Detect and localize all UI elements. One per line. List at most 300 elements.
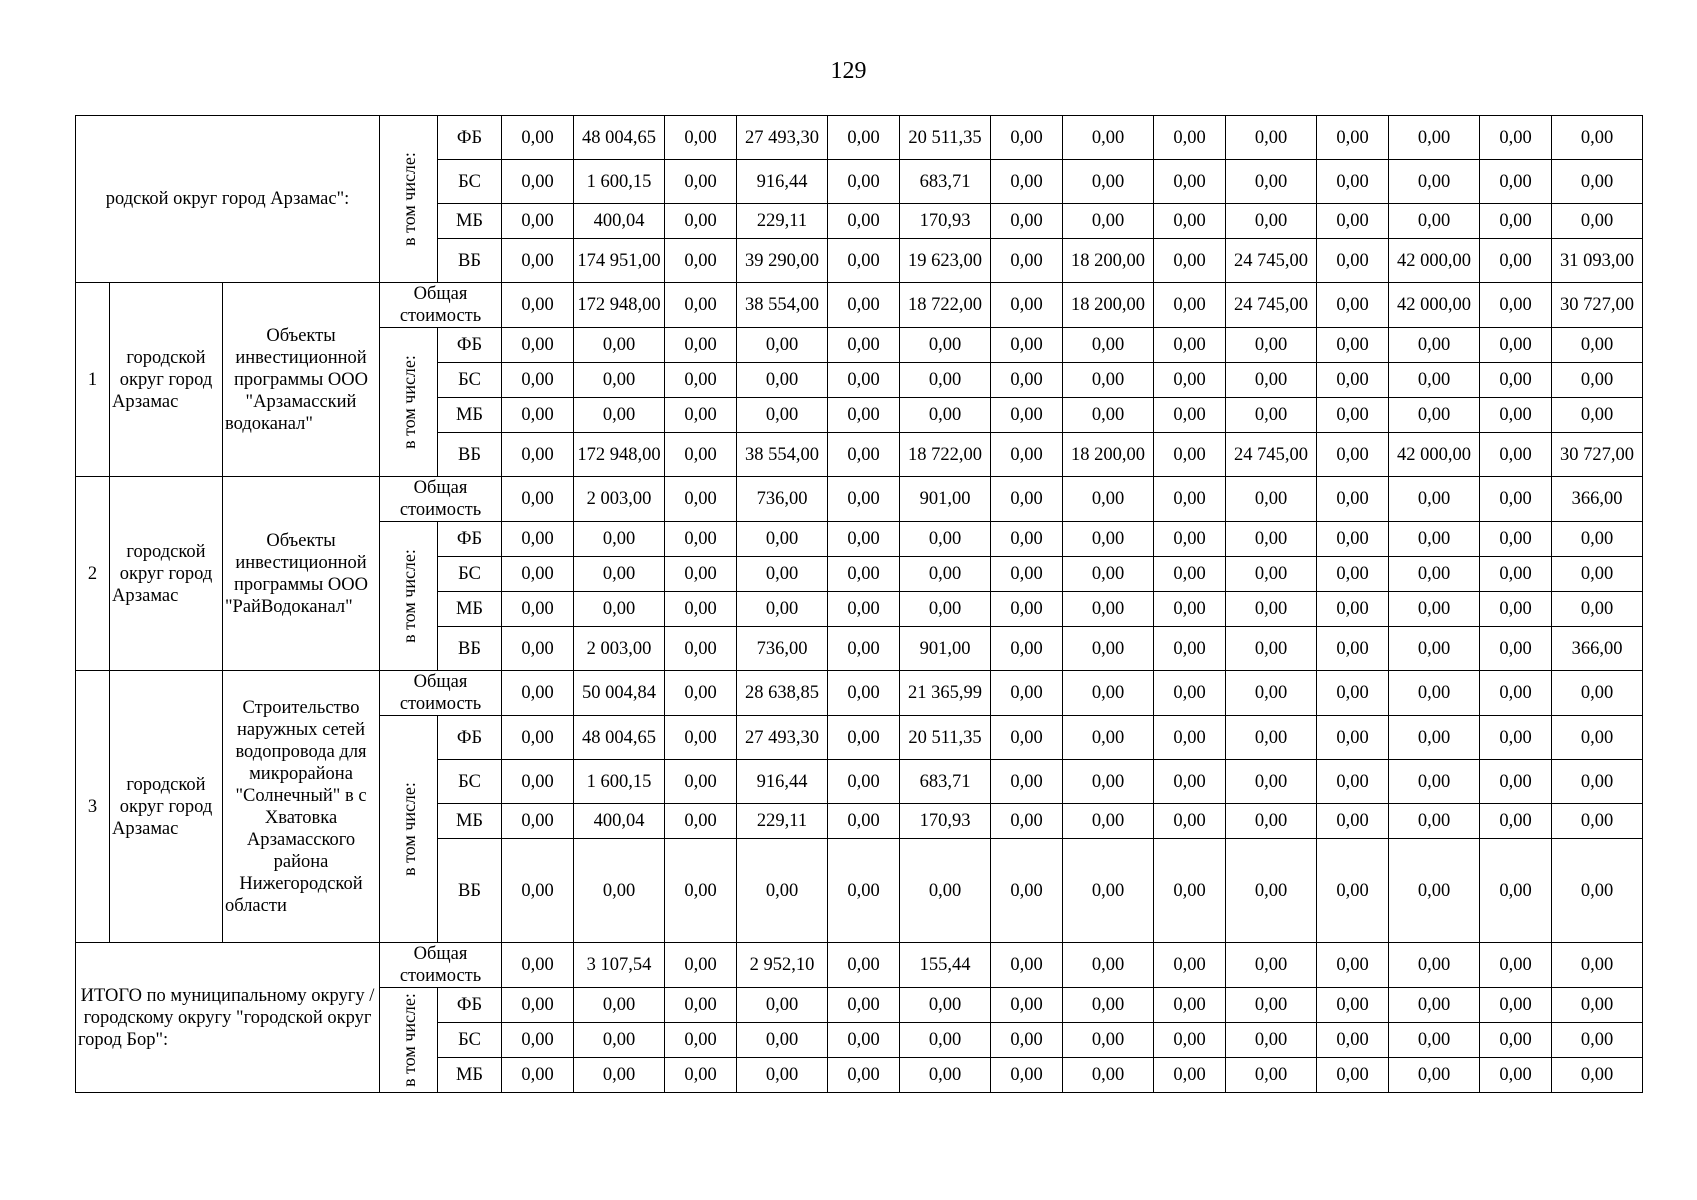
- value-cell: 0,00: [900, 522, 991, 557]
- value-cell: 0,00: [574, 592, 665, 627]
- value-cell: 0,00: [665, 760, 737, 804]
- value-cell: 0,00: [991, 433, 1063, 477]
- value-cell: 0,00: [900, 1058, 991, 1093]
- value-cell: 0,00: [900, 592, 991, 627]
- value-cell: 0,00: [828, 804, 900, 839]
- value-cell: 0,00: [1317, 116, 1389, 160]
- value-cell: 0,00: [574, 1058, 665, 1093]
- value-cell: 0,00: [1480, 160, 1552, 204]
- value-cell: 901,00: [900, 477, 991, 522]
- value-cell: 0,00: [991, 592, 1063, 627]
- value-cell: 0,00: [828, 160, 900, 204]
- value-cell: 0,00: [1480, 557, 1552, 592]
- value-cell: 0,00: [1389, 116, 1480, 160]
- value-cell: 0,00: [502, 988, 574, 1023]
- value-cell: 0,00: [991, 627, 1063, 671]
- value-cell: 0,00: [828, 760, 900, 804]
- value-cell: 0,00: [828, 363, 900, 398]
- value-cell: 0,00: [1317, 760, 1389, 804]
- value-cell: 0,00: [1389, 160, 1480, 204]
- value-cell: 0,00: [828, 839, 900, 943]
- value-cell: 0,00: [1154, 1058, 1226, 1093]
- value-cell: 24 745,00: [1226, 283, 1317, 328]
- value-cell: 0,00: [665, 988, 737, 1023]
- value-cell: 0,00: [828, 1023, 900, 1058]
- value-cell: 0,00: [1480, 592, 1552, 627]
- value-cell: 683,71: [900, 760, 991, 804]
- value-cell: 2 003,00: [574, 477, 665, 522]
- value-cell: 736,00: [737, 477, 828, 522]
- value-cell: 0,00: [828, 328, 900, 363]
- value-cell: 174 951,00: [574, 239, 665, 283]
- value-cell: 0,00: [1226, 627, 1317, 671]
- value-cell: 0,00: [991, 716, 1063, 760]
- value-cell: 0,00: [900, 328, 991, 363]
- value-cell: 19 623,00: [900, 239, 991, 283]
- value-cell: 0,00: [665, 328, 737, 363]
- value-cell: 38 554,00: [737, 433, 828, 477]
- value-cell: 0,00: [1154, 839, 1226, 943]
- fund-code: МБ: [438, 204, 502, 239]
- value-cell: 0,00: [1063, 160, 1154, 204]
- fund-code: МБ: [438, 592, 502, 627]
- value-cell: 0,00: [900, 363, 991, 398]
- value-cell: 0,00: [737, 328, 828, 363]
- table-row: [76, 116, 1643, 160]
- value-cell: 0,00: [502, 477, 574, 522]
- value-cell: 0,00: [574, 1023, 665, 1058]
- value-cell: 0,00: [991, 943, 1063, 988]
- value-cell: 0,00: [991, 239, 1063, 283]
- value-cell: 0,00: [991, 363, 1063, 398]
- value-cell: 0,00: [502, 116, 574, 160]
- value-cell: 0,00: [1480, 839, 1552, 943]
- value-cell: 0,00: [1226, 477, 1317, 522]
- value-cell: 0,00: [1480, 328, 1552, 363]
- value-cell: 0,00: [900, 557, 991, 592]
- value-cell: 0,00: [1154, 204, 1226, 239]
- value-cell: 0,00: [1552, 1058, 1643, 1093]
- value-cell: 0,00: [737, 1023, 828, 1058]
- value-cell: 0,00: [1317, 283, 1389, 328]
- value-cell: 0,00: [1552, 839, 1643, 943]
- value-cell: 42 000,00: [1389, 239, 1480, 283]
- value-cell: 0,00: [1226, 1058, 1317, 1093]
- general-cost-label: Общая стоимость: [380, 477, 502, 522]
- value-cell: 0,00: [1154, 398, 1226, 433]
- value-cell: 0,00: [1226, 204, 1317, 239]
- value-cell: 50 004,84: [574, 671, 665, 716]
- value-cell: 0,00: [1389, 716, 1480, 760]
- value-cell: 0,00: [1317, 160, 1389, 204]
- value-cell: 0,00: [502, 328, 574, 363]
- table-row: [76, 477, 1643, 522]
- value-cell: 0,00: [1226, 943, 1317, 988]
- value-cell: 0,00: [1154, 283, 1226, 328]
- municipality-label: городской округ город Арзамас: [110, 671, 223, 943]
- value-cell: 0,00: [1552, 716, 1643, 760]
- value-cell: 0,00: [991, 204, 1063, 239]
- value-cell: 0,00: [1480, 398, 1552, 433]
- value-cell: 1 600,15: [574, 760, 665, 804]
- value-cell: 20 511,35: [900, 716, 991, 760]
- value-cell: 21 365,99: [900, 671, 991, 716]
- value-cell: 0,00: [1389, 627, 1480, 671]
- value-cell: 0,00: [1389, 760, 1480, 804]
- value-cell: 0,00: [502, 627, 574, 671]
- value-cell: 42 000,00: [1389, 283, 1480, 328]
- value-cell: 0,00: [665, 839, 737, 943]
- value-cell: 0,00: [1389, 477, 1480, 522]
- value-cell: 0,00: [1389, 988, 1480, 1023]
- including-label-text: в том числе:: [398, 993, 419, 1087]
- value-cell: 0,00: [828, 592, 900, 627]
- value-cell: 2 952,10: [737, 943, 828, 988]
- value-cell: 0,00: [828, 239, 900, 283]
- value-cell: 0,00: [828, 522, 900, 557]
- value-cell: 229,11: [737, 204, 828, 239]
- value-cell: 229,11: [737, 804, 828, 839]
- fund-code: МБ: [438, 398, 502, 433]
- value-cell: 0,00: [828, 988, 900, 1023]
- value-cell: 0,00: [502, 1058, 574, 1093]
- municipality-label: городской округ город Арзамас: [110, 283, 223, 477]
- value-cell: 0,00: [502, 522, 574, 557]
- value-cell: 0,00: [828, 433, 900, 477]
- value-cell: 0,00: [1226, 398, 1317, 433]
- including-label: [380, 988, 438, 1093]
- value-cell: 0,00: [574, 398, 665, 433]
- value-cell: 0,00: [828, 477, 900, 522]
- fund-code: ВБ: [438, 433, 502, 477]
- value-cell: 0,00: [828, 116, 900, 160]
- value-cell: 0,00: [1480, 204, 1552, 239]
- value-cell: 0,00: [1480, 283, 1552, 328]
- value-cell: 683,71: [900, 160, 991, 204]
- value-cell: 0,00: [991, 839, 1063, 943]
- value-cell: 0,00: [1389, 804, 1480, 839]
- value-cell: 155,44: [900, 943, 991, 988]
- value-cell: 0,00: [1552, 116, 1643, 160]
- value-cell: 0,00: [1317, 522, 1389, 557]
- value-cell: 0,00: [1154, 804, 1226, 839]
- value-cell: 1 600,15: [574, 160, 665, 204]
- value-cell: 18 722,00: [900, 433, 991, 477]
- value-cell: 0,00: [1552, 671, 1643, 716]
- value-cell: 20 511,35: [900, 116, 991, 160]
- value-cell: 24 745,00: [1226, 239, 1317, 283]
- value-cell: 0,00: [1552, 804, 1643, 839]
- value-cell: 0,00: [502, 839, 574, 943]
- table-row: [76, 943, 1643, 988]
- value-cell: 0,00: [1317, 1023, 1389, 1058]
- value-cell: 0,00: [828, 283, 900, 328]
- value-cell: 916,44: [737, 760, 828, 804]
- value-cell: 0,00: [1063, 988, 1154, 1023]
- fund-code: БС: [438, 557, 502, 592]
- including-label-text: в том числе:: [398, 549, 419, 643]
- value-cell: 0,00: [665, 239, 737, 283]
- value-cell: 0,00: [1063, 522, 1154, 557]
- value-cell: 0,00: [828, 1058, 900, 1093]
- value-cell: 0,00: [502, 160, 574, 204]
- value-cell: 0,00: [1226, 804, 1317, 839]
- table-row: [76, 283, 1643, 328]
- value-cell: 0,00: [502, 557, 574, 592]
- value-cell: 42 000,00: [1389, 433, 1480, 477]
- fund-code: ВБ: [438, 627, 502, 671]
- value-cell: 170,93: [900, 804, 991, 839]
- value-cell: 0,00: [1552, 328, 1643, 363]
- value-cell: 0,00: [665, 943, 737, 988]
- value-cell: 0,00: [665, 1058, 737, 1093]
- value-cell: 172 948,00: [574, 283, 665, 328]
- value-cell: 0,00: [1063, 328, 1154, 363]
- value-cell: 366,00: [1552, 627, 1643, 671]
- value-cell: 30 727,00: [1552, 433, 1643, 477]
- value-cell: 0,00: [1154, 522, 1226, 557]
- general-cost-label: Общая стоимость: [380, 283, 502, 328]
- value-cell: 0,00: [1226, 522, 1317, 557]
- value-cell: 0,00: [1226, 760, 1317, 804]
- municipality-label: городской округ город Арзамас: [110, 477, 223, 671]
- value-cell: 0,00: [737, 988, 828, 1023]
- value-cell: 0,00: [1480, 627, 1552, 671]
- value-cell: 0,00: [1154, 592, 1226, 627]
- value-cell: 0,00: [1226, 839, 1317, 943]
- fund-code: ФБ: [438, 716, 502, 760]
- value-cell: 0,00: [737, 398, 828, 433]
- row-number: 1: [76, 283, 110, 477]
- value-cell: 0,00: [1317, 592, 1389, 627]
- fund-code: БС: [438, 1023, 502, 1058]
- value-cell: 0,00: [991, 1023, 1063, 1058]
- value-cell: 31 093,00: [1552, 239, 1643, 283]
- value-cell: 0,00: [1480, 1058, 1552, 1093]
- value-cell: 0,00: [665, 204, 737, 239]
- value-cell: 0,00: [991, 760, 1063, 804]
- value-cell: 0,00: [1480, 804, 1552, 839]
- value-cell: 0,00: [665, 716, 737, 760]
- including-label: [380, 716, 438, 943]
- value-cell: 0,00: [665, 160, 737, 204]
- value-cell: 0,00: [1389, 943, 1480, 988]
- value-cell: 0,00: [1317, 204, 1389, 239]
- value-cell: 172 948,00: [574, 433, 665, 477]
- value-cell: 0,00: [502, 398, 574, 433]
- value-cell: 0,00: [1154, 363, 1226, 398]
- value-cell: 0,00: [1226, 671, 1317, 716]
- object-label: Строительство наружных сетей водопровода для микрорайона "Солнечный" в с Хватовка Арзамасского района Нижегородской области: [223, 671, 380, 943]
- value-cell: 0,00: [991, 160, 1063, 204]
- value-cell: 48 004,65: [574, 116, 665, 160]
- including-label-text: в том числе:: [398, 782, 419, 876]
- value-cell: 0,00: [1552, 398, 1643, 433]
- value-cell: 0,00: [574, 557, 665, 592]
- fund-code: ВБ: [438, 839, 502, 943]
- value-cell: 0,00: [1063, 839, 1154, 943]
- value-cell: 0,00: [502, 671, 574, 716]
- value-cell: 0,00: [991, 398, 1063, 433]
- fund-code: ФБ: [438, 328, 502, 363]
- value-cell: 0,00: [900, 988, 991, 1023]
- value-cell: 0,00: [665, 477, 737, 522]
- fund-code: БС: [438, 363, 502, 398]
- value-cell: 0,00: [1317, 1058, 1389, 1093]
- value-cell: 0,00: [1317, 239, 1389, 283]
- value-cell: 0,00: [1154, 671, 1226, 716]
- value-cell: 0,00: [991, 988, 1063, 1023]
- value-cell: 0,00: [574, 328, 665, 363]
- fund-code: ФБ: [438, 988, 502, 1023]
- value-cell: 0,00: [1389, 1058, 1480, 1093]
- value-cell: 0,00: [574, 988, 665, 1023]
- including-label: [380, 328, 438, 477]
- value-cell: 0,00: [1063, 627, 1154, 671]
- value-cell: 0,00: [1154, 760, 1226, 804]
- object-label: Объекты инвестиционной программы ООО "РайВодоканал": [223, 477, 380, 671]
- value-cell: 0,00: [502, 760, 574, 804]
- value-cell: 24 745,00: [1226, 433, 1317, 477]
- value-cell: 0,00: [665, 283, 737, 328]
- fund-code: МБ: [438, 804, 502, 839]
- value-cell: 0,00: [828, 943, 900, 988]
- value-cell: 2 003,00: [574, 627, 665, 671]
- budget-table: [75, 115, 1643, 1093]
- value-cell: 0,00: [1063, 1023, 1154, 1058]
- value-cell: 0,00: [502, 716, 574, 760]
- total-label: ИТОГО по муниципальному округу / городскому округу "городской округ город Бор":: [76, 943, 380, 1093]
- value-cell: 0,00: [737, 1058, 828, 1093]
- value-cell: 0,00: [1480, 1023, 1552, 1058]
- value-cell: 0,00: [665, 1023, 737, 1058]
- fund-code: ВБ: [438, 239, 502, 283]
- page-number: 129: [830, 58, 867, 84]
- value-cell: 0,00: [1480, 477, 1552, 522]
- value-cell: 400,04: [574, 204, 665, 239]
- value-cell: 0,00: [1226, 116, 1317, 160]
- including-label: [380, 522, 438, 671]
- value-cell: 0,00: [1480, 116, 1552, 160]
- value-cell: 0,00: [665, 671, 737, 716]
- value-cell: 0,00: [1063, 477, 1154, 522]
- value-cell: 28 638,85: [737, 671, 828, 716]
- value-cell: 0,00: [1389, 522, 1480, 557]
- including-label-text: в том числе:: [398, 355, 419, 449]
- value-cell: 0,00: [1389, 363, 1480, 398]
- value-cell: 0,00: [1154, 943, 1226, 988]
- row-number: 3: [76, 671, 110, 943]
- value-cell: 0,00: [1063, 1058, 1154, 1093]
- value-cell: 0,00: [1552, 363, 1643, 398]
- value-cell: 0,00: [900, 398, 991, 433]
- value-cell: 901,00: [900, 627, 991, 671]
- value-cell: 0,00: [1063, 557, 1154, 592]
- value-cell: 0,00: [665, 627, 737, 671]
- value-cell: 0,00: [574, 839, 665, 943]
- value-cell: 0,00: [1480, 363, 1552, 398]
- value-cell: 0,00: [1317, 398, 1389, 433]
- value-cell: 0,00: [502, 433, 574, 477]
- value-cell: 0,00: [1154, 627, 1226, 671]
- value-cell: 170,93: [900, 204, 991, 239]
- row-number: 2: [76, 477, 110, 671]
- value-cell: 0,00: [1552, 160, 1643, 204]
- value-cell: 0,00: [665, 116, 737, 160]
- value-cell: 0,00: [1389, 1023, 1480, 1058]
- value-cell: 0,00: [1226, 328, 1317, 363]
- value-cell: 0,00: [665, 433, 737, 477]
- value-cell: 0,00: [1226, 1023, 1317, 1058]
- value-cell: 0,00: [991, 671, 1063, 716]
- value-cell: 0,00: [1480, 522, 1552, 557]
- fund-code: МБ: [438, 1058, 502, 1093]
- fund-code: БС: [438, 160, 502, 204]
- value-cell: 0,00: [1552, 592, 1643, 627]
- value-cell: 0,00: [1552, 522, 1643, 557]
- value-cell: 0,00: [828, 627, 900, 671]
- value-cell: 38 554,00: [737, 283, 828, 328]
- value-cell: 0,00: [1317, 477, 1389, 522]
- value-cell: 0,00: [1389, 398, 1480, 433]
- value-cell: 916,44: [737, 160, 828, 204]
- value-cell: 0,00: [1317, 433, 1389, 477]
- value-cell: 0,00: [502, 592, 574, 627]
- value-cell: 0,00: [1317, 627, 1389, 671]
- value-cell: 0,00: [502, 804, 574, 839]
- value-cell: 0,00: [737, 522, 828, 557]
- value-cell: 0,00: [828, 716, 900, 760]
- value-cell: 27 493,30: [737, 116, 828, 160]
- value-cell: 0,00: [737, 557, 828, 592]
- value-cell: 0,00: [1063, 204, 1154, 239]
- value-cell: 0,00: [1552, 204, 1643, 239]
- value-cell: 0,00: [1480, 671, 1552, 716]
- value-cell: 18 200,00: [1063, 239, 1154, 283]
- value-cell: 0,00: [502, 1023, 574, 1058]
- value-cell: 0,00: [737, 839, 828, 943]
- value-cell: 0,00: [991, 477, 1063, 522]
- value-cell: 0,00: [828, 557, 900, 592]
- value-cell: 3 107,54: [574, 943, 665, 988]
- value-cell: 0,00: [1154, 988, 1226, 1023]
- value-cell: 0,00: [502, 943, 574, 988]
- value-cell: 0,00: [991, 804, 1063, 839]
- value-cell: 0,00: [1552, 760, 1643, 804]
- value-cell: 0,00: [665, 557, 737, 592]
- fund-code: ФБ: [438, 522, 502, 557]
- value-cell: 0,00: [1317, 804, 1389, 839]
- value-cell: 0,00: [1154, 1023, 1226, 1058]
- section-label: родской округ город Арзамас":: [76, 116, 380, 283]
- fund-code: БС: [438, 760, 502, 804]
- value-cell: 0,00: [1480, 988, 1552, 1023]
- table-row: [76, 671, 1643, 716]
- value-cell: 0,00: [574, 522, 665, 557]
- value-cell: 0,00: [1552, 1023, 1643, 1058]
- value-cell: 736,00: [737, 627, 828, 671]
- value-cell: 0,00: [1063, 760, 1154, 804]
- value-cell: 0,00: [991, 283, 1063, 328]
- value-cell: 0,00: [1389, 592, 1480, 627]
- value-cell: 0,00: [1480, 716, 1552, 760]
- value-cell: 0,00: [1063, 116, 1154, 160]
- value-cell: 0,00: [665, 363, 737, 398]
- value-cell: 0,00: [1317, 839, 1389, 943]
- including-label-text: в том числе:: [398, 152, 419, 246]
- value-cell: 48 004,65: [574, 716, 665, 760]
- value-cell: 30 727,00: [1552, 283, 1643, 328]
